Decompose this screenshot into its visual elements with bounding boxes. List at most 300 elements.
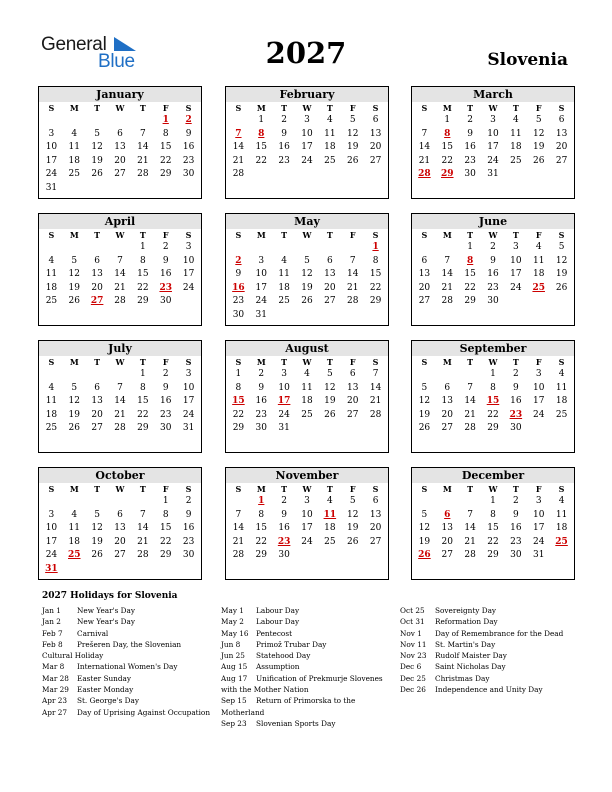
day-cell: 18 bbox=[68, 155, 80, 166]
day-cell: 30 bbox=[510, 550, 522, 561]
day-cell: 10 bbox=[532, 509, 545, 520]
weekday-label: T bbox=[512, 103, 519, 113]
day-cell: 14 bbox=[114, 396, 126, 407]
day-cell: 5 bbox=[94, 128, 100, 139]
month-june bbox=[411, 213, 575, 326]
empty-cell bbox=[413, 241, 436, 255]
month-name: April bbox=[39, 214, 201, 229]
empty-cell bbox=[227, 114, 250, 128]
weekday-label: F bbox=[162, 230, 169, 240]
day-cell: 16 bbox=[159, 269, 172, 280]
weekday-label: S bbox=[558, 484, 565, 494]
empty-cell bbox=[63, 241, 86, 255]
day-cell: 21 bbox=[464, 409, 476, 420]
weekday-label: F bbox=[349, 484, 356, 494]
day-grid bbox=[39, 368, 201, 436]
day-cell: 31 bbox=[278, 423, 290, 434]
day-grid bbox=[39, 495, 201, 577]
holiday-date: May 1 bbox=[221, 606, 244, 615]
day-cell: 19 bbox=[68, 282, 80, 293]
holiday-date: Apr 27 bbox=[42, 707, 68, 717]
holiday-day-cell: 16 bbox=[232, 282, 245, 293]
weekday-header bbox=[226, 356, 388, 368]
day-cell: 16 bbox=[487, 269, 499, 280]
day-cell: 22 bbox=[255, 536, 267, 547]
day-cell: 27 bbox=[346, 409, 359, 420]
day-cell: 2 bbox=[281, 496, 287, 506]
holiday-entry bbox=[221, 718, 397, 729]
day-cell: 29 bbox=[159, 550, 172, 561]
day-cell: 22 bbox=[137, 409, 149, 420]
month-march bbox=[411, 86, 575, 199]
weekday-label: F bbox=[349, 357, 356, 367]
day-cell: 22 bbox=[232, 409, 245, 420]
holiday-date: Aug 17 bbox=[221, 673, 248, 683]
weekday-label: F bbox=[162, 103, 169, 113]
weekday-label: F bbox=[162, 484, 169, 494]
day-cell: 31 bbox=[532, 550, 545, 561]
day-cell: 11 bbox=[324, 128, 336, 139]
weekday-label: M bbox=[256, 357, 266, 367]
holiday-date: May 2 bbox=[221, 617, 244, 627]
month-february bbox=[225, 86, 389, 199]
day-cell: 20 bbox=[369, 523, 382, 534]
day-cell: 11 bbox=[555, 509, 568, 520]
weekday-label: T bbox=[326, 484, 333, 494]
day-cell: 1 bbox=[444, 115, 451, 125]
weekday-label: S bbox=[421, 357, 428, 367]
holiday-name: Christmas Day bbox=[435, 673, 490, 683]
holiday-list-title: 2027 Holidays for Slovenia bbox=[42, 591, 178, 601]
day-cell: 15 bbox=[464, 269, 476, 280]
day-cell: 29 bbox=[464, 296, 476, 307]
day-cell: 2 bbox=[185, 496, 192, 506]
day-cell: 28 bbox=[464, 550, 476, 561]
day-cell: 15 bbox=[441, 142, 453, 153]
months-grid bbox=[38, 86, 575, 582]
empty-cell bbox=[413, 114, 436, 128]
holiday-day-cell: 23 bbox=[277, 536, 291, 547]
day-grid bbox=[412, 495, 574, 563]
day-cell: 23 bbox=[159, 409, 172, 420]
day-cell: 25 bbox=[510, 155, 522, 166]
day-cell: 7 bbox=[467, 509, 473, 520]
holiday-day-cell: 6 bbox=[444, 509, 451, 520]
day-cell: 3 bbox=[490, 115, 496, 125]
day-cell: 18 bbox=[555, 396, 568, 407]
day-cell: 6 bbox=[421, 255, 428, 266]
empty-cell bbox=[131, 495, 154, 509]
day-cell: 19 bbox=[91, 536, 103, 547]
empty-cell bbox=[273, 241, 296, 255]
holiday-day-cell: 8 bbox=[258, 128, 265, 139]
weekday-label: S bbox=[558, 357, 565, 367]
holiday-entry bbox=[42, 628, 218, 639]
day-cell: 21 bbox=[418, 155, 431, 166]
day-cell: 19 bbox=[418, 409, 431, 420]
day-cell: 28 bbox=[369, 409, 382, 420]
day-cell: 12 bbox=[346, 128, 359, 139]
weekday-header bbox=[39, 229, 201, 241]
holiday-date: Jan 1 bbox=[42, 606, 61, 615]
day-cell: 6 bbox=[117, 509, 123, 520]
weekday-label: T bbox=[139, 484, 146, 494]
day-cell: 15 bbox=[255, 523, 267, 534]
day-cell: 29 bbox=[159, 169, 172, 180]
weekday-label: T bbox=[512, 357, 519, 367]
day-cell: 11 bbox=[555, 382, 568, 393]
day-cell: 29 bbox=[137, 423, 149, 434]
weekday-label: S bbox=[185, 484, 192, 494]
day-cell: 16 bbox=[278, 523, 290, 534]
day-cell: 29 bbox=[487, 423, 499, 434]
day-cell: 2 bbox=[162, 242, 169, 252]
month-november bbox=[225, 467, 389, 580]
empty-cell bbox=[436, 241, 459, 255]
month-december bbox=[411, 467, 575, 580]
day-cell: 5 bbox=[304, 255, 310, 266]
empty-cell bbox=[40, 114, 63, 128]
holiday-day-cell: 15 bbox=[232, 396, 245, 407]
day-cell: 18 bbox=[324, 142, 336, 153]
weekday-label: F bbox=[349, 230, 356, 240]
weekday-label: M bbox=[256, 103, 266, 113]
day-cell: 9 bbox=[162, 255, 169, 266]
weekday-label: S bbox=[235, 103, 242, 113]
month-name: December bbox=[412, 468, 574, 483]
day-cell: 28 bbox=[441, 296, 453, 307]
day-cell: 24 bbox=[45, 550, 58, 561]
day-cell: 17 bbox=[532, 396, 545, 407]
holiday-entry bbox=[400, 684, 576, 695]
day-cell: 19 bbox=[346, 523, 359, 534]
weekday-label: S bbox=[235, 230, 242, 240]
holiday-entry bbox=[400, 639, 576, 650]
weekday-label: S bbox=[48, 103, 55, 113]
day-cell: 30 bbox=[182, 169, 195, 180]
empty-cell bbox=[63, 368, 86, 382]
holiday-name: Independence and Unity Day bbox=[435, 685, 543, 695]
day-cell: 25 bbox=[68, 169, 80, 180]
weekday-label: T bbox=[281, 230, 288, 240]
weekday-label: T bbox=[326, 103, 333, 113]
day-cell: 20 bbox=[441, 536, 453, 547]
day-cell: 19 bbox=[418, 536, 431, 547]
day-cell: 29 bbox=[487, 550, 499, 561]
day-cell: 19 bbox=[91, 155, 103, 166]
day-cell: 22 bbox=[159, 155, 172, 166]
day-cell: 11 bbox=[45, 269, 58, 280]
day-cell: 20 bbox=[114, 536, 126, 547]
empty-cell bbox=[436, 495, 459, 509]
empty-cell bbox=[109, 495, 132, 509]
logo-text-blue: Blue bbox=[98, 51, 135, 72]
day-cell: 12 bbox=[532, 128, 545, 139]
day-cell: 18 bbox=[68, 536, 80, 547]
weekday-label: W bbox=[115, 357, 125, 367]
month-april bbox=[38, 213, 202, 326]
holiday-entry bbox=[221, 673, 397, 684]
day-cell: 16 bbox=[510, 523, 522, 534]
day-cell: 20 bbox=[91, 409, 103, 420]
weekday-label: W bbox=[115, 230, 125, 240]
weekday-label: M bbox=[442, 103, 452, 113]
empty-cell bbox=[109, 114, 132, 128]
holiday-entry bbox=[42, 707, 218, 718]
holiday-entry bbox=[400, 661, 576, 672]
day-cell: 19 bbox=[346, 142, 359, 153]
day-cell: 10 bbox=[510, 255, 522, 266]
holiday-name: International Women's Day bbox=[77, 662, 178, 672]
weekday-header bbox=[39, 483, 201, 495]
holiday-name: Easter Monday bbox=[77, 685, 134, 695]
day-cell: 9 bbox=[512, 382, 519, 393]
day-cell: 1 bbox=[490, 369, 496, 379]
empty-cell bbox=[413, 368, 436, 382]
day-cell: 17 bbox=[182, 396, 195, 407]
holiday-day-cell: 26 bbox=[418, 550, 431, 561]
day-cell: 10 bbox=[255, 269, 267, 280]
day-cell: 4 bbox=[512, 115, 519, 125]
empty-cell bbox=[318, 241, 341, 255]
day-grid bbox=[226, 495, 388, 563]
empty-cell bbox=[63, 114, 86, 128]
day-cell: 1 bbox=[139, 369, 146, 379]
empty-cell bbox=[131, 114, 154, 128]
month-may bbox=[225, 213, 389, 326]
day-cell: 4 bbox=[281, 255, 287, 266]
empty-cell bbox=[86, 368, 109, 382]
day-cell: 4 bbox=[48, 382, 55, 393]
holiday-date: Nov 1 bbox=[400, 628, 422, 638]
day-cell: 1 bbox=[467, 242, 473, 252]
day-cell: 3 bbox=[304, 496, 310, 506]
day-cell: 18 bbox=[45, 409, 58, 420]
weekday-label: S bbox=[372, 103, 379, 113]
day-cell: 28 bbox=[114, 296, 126, 307]
holiday-entry bbox=[221, 605, 397, 616]
day-cell: 24 bbox=[182, 409, 195, 420]
day-cell: 17 bbox=[255, 282, 267, 293]
holiday-day-cell: 23 bbox=[509, 409, 523, 420]
day-cell: 7 bbox=[467, 382, 473, 393]
day-cell: 12 bbox=[91, 142, 103, 153]
weekday-label: T bbox=[94, 357, 101, 367]
day-cell: 7 bbox=[139, 509, 146, 520]
day-cell: 29 bbox=[232, 423, 245, 434]
holiday-day-cell: 17 bbox=[277, 396, 291, 407]
holiday-day-cell: 11 bbox=[323, 509, 337, 520]
day-cell: 11 bbox=[68, 142, 80, 153]
holiday-day-cell: 7 bbox=[235, 128, 242, 139]
day-cell: 7 bbox=[444, 255, 451, 266]
day-cell: 14 bbox=[464, 523, 476, 534]
holiday-name: Prešeren Day, the Slovenian bbox=[77, 639, 182, 649]
day-cell: 10 bbox=[182, 255, 195, 266]
day-cell: 25 bbox=[278, 296, 290, 307]
day-cell: 23 bbox=[182, 536, 195, 547]
holiday-entry bbox=[42, 605, 218, 616]
weekday-label: S bbox=[421, 230, 428, 240]
month-name: June bbox=[412, 214, 574, 229]
empty-cell bbox=[227, 241, 250, 255]
day-cell: 26 bbox=[346, 155, 359, 166]
holiday-day-cell: 8 bbox=[444, 128, 451, 139]
day-cell: 6 bbox=[372, 496, 379, 506]
month-name: January bbox=[39, 87, 201, 102]
day-cell: 3 bbox=[281, 369, 287, 379]
day-cell: 27 bbox=[91, 423, 103, 434]
day-cell: 1 bbox=[490, 496, 496, 506]
month-name: May bbox=[226, 214, 388, 229]
weekday-label: S bbox=[235, 357, 242, 367]
day-cell: 26 bbox=[418, 423, 431, 434]
holiday-day-cell: 1 bbox=[162, 115, 169, 125]
day-cell: 10 bbox=[45, 142, 58, 153]
day-cell: 9 bbox=[162, 382, 169, 393]
weekday-label: S bbox=[235, 484, 242, 494]
day-cell: 1 bbox=[235, 369, 242, 379]
holiday-name: St. George's Day bbox=[77, 696, 139, 706]
day-cell: 9 bbox=[185, 128, 192, 139]
day-cell: 13 bbox=[369, 128, 382, 139]
weekday-header bbox=[39, 356, 201, 368]
month-august bbox=[225, 340, 389, 453]
holiday-day-cell: 1 bbox=[372, 242, 379, 252]
day-cell: 17 bbox=[301, 523, 313, 534]
holiday-day-cell: 25 bbox=[555, 536, 568, 547]
weekday-label: S bbox=[185, 230, 192, 240]
day-cell: 18 bbox=[301, 396, 313, 407]
day-cell: 14 bbox=[369, 382, 382, 393]
holiday-date: Aug 15 bbox=[221, 662, 248, 672]
day-cell: 20 bbox=[418, 282, 431, 293]
day-cell: 21 bbox=[464, 536, 476, 547]
day-cell: 4 bbox=[558, 369, 565, 379]
day-cell: 6 bbox=[326, 255, 333, 266]
day-cell: 20 bbox=[369, 142, 382, 153]
day-cell: 8 bbox=[490, 382, 496, 393]
holiday-date: Dec 26 bbox=[400, 685, 426, 695]
holiday-day-cell: 29 bbox=[441, 169, 454, 180]
day-cell: 6 bbox=[349, 369, 356, 379]
day-cell: 9 bbox=[235, 269, 242, 280]
holiday-entry bbox=[400, 673, 576, 684]
holiday-day-cell: 31 bbox=[45, 563, 58, 574]
weekday-label: T bbox=[281, 103, 288, 113]
holiday-name: Primož Trubar Day bbox=[256, 639, 327, 649]
day-cell: 1 bbox=[139, 242, 146, 252]
day-cell: 6 bbox=[117, 128, 123, 139]
holiday-date: Sep 23 bbox=[221, 718, 247, 728]
day-cell: 7 bbox=[117, 255, 123, 266]
country-name: Slovenia bbox=[487, 50, 568, 70]
day-cell: 14 bbox=[346, 269, 359, 280]
day-cell: 2 bbox=[490, 242, 496, 252]
day-cell: 18 bbox=[278, 282, 290, 293]
day-cell: 10 bbox=[278, 382, 290, 393]
holiday-entry bbox=[42, 673, 218, 684]
day-cell: 30 bbox=[255, 423, 267, 434]
empty-cell bbox=[341, 241, 364, 255]
day-cell: 11 bbox=[45, 396, 58, 407]
day-cell: 3 bbox=[48, 509, 55, 520]
weekday-header bbox=[226, 102, 388, 114]
holiday-date: Mar 29 bbox=[42, 685, 69, 695]
month-name: July bbox=[39, 341, 201, 356]
day-cell: 13 bbox=[91, 269, 103, 280]
day-cell: 12 bbox=[91, 523, 103, 534]
day-grid bbox=[412, 368, 574, 436]
holiday-entry bbox=[42, 695, 218, 706]
day-cell: 31 bbox=[255, 309, 267, 320]
day-cell: 23 bbox=[487, 282, 499, 293]
day-cell: 13 bbox=[441, 523, 453, 534]
empty-cell bbox=[227, 495, 250, 509]
month-name: October bbox=[39, 468, 201, 483]
holiday-day-cell: 25 bbox=[532, 282, 545, 293]
day-cell: 25 bbox=[324, 155, 336, 166]
day-cell: 5 bbox=[421, 382, 428, 393]
day-cell: 12 bbox=[346, 509, 359, 520]
day-cell: 8 bbox=[162, 128, 169, 139]
day-cell: 28 bbox=[464, 423, 476, 434]
day-cell: 20 bbox=[555, 142, 568, 153]
day-cell: 5 bbox=[535, 115, 542, 125]
holiday-day-cell: 1 bbox=[258, 496, 265, 506]
holiday-date: Jun 8 bbox=[221, 639, 241, 649]
day-cell: 24 bbox=[301, 155, 313, 166]
day-cell: 19 bbox=[68, 409, 80, 420]
day-cell: 22 bbox=[255, 155, 267, 166]
holiday-entry bbox=[221, 639, 397, 650]
day-cell: 3 bbox=[185, 242, 192, 252]
day-cell: 14 bbox=[418, 142, 431, 153]
day-cell: 4 bbox=[71, 509, 78, 520]
day-cell: 27 bbox=[418, 296, 431, 307]
day-cell: 17 bbox=[45, 536, 58, 547]
empty-cell bbox=[40, 368, 63, 382]
day-cell: 7 bbox=[372, 369, 379, 379]
weekday-label: T bbox=[467, 103, 474, 113]
holiday-date: Dec 6 bbox=[400, 662, 422, 672]
weekday-label: T bbox=[467, 230, 474, 240]
holiday-day-cell: 15 bbox=[486, 396, 500, 407]
day-cell: 18 bbox=[510, 142, 522, 153]
day-cell: 16 bbox=[159, 396, 172, 407]
calendar-year-title: 2027 bbox=[265, 36, 347, 70]
day-cell: 23 bbox=[255, 409, 267, 420]
month-october bbox=[38, 467, 202, 580]
weekday-label: S bbox=[421, 103, 428, 113]
day-cell: 25 bbox=[45, 296, 58, 307]
day-cell: 13 bbox=[369, 509, 382, 520]
holiday-name: Sovereignty Day bbox=[435, 606, 497, 615]
weekday-label: M bbox=[442, 357, 452, 367]
holiday-day-cell: 25 bbox=[68, 550, 81, 561]
day-cell: 9 bbox=[467, 128, 473, 139]
weekday-label: W bbox=[115, 484, 125, 494]
day-cell: 12 bbox=[418, 396, 431, 407]
empty-cell bbox=[413, 495, 436, 509]
day-cell: 16 bbox=[278, 142, 290, 153]
holiday-entry bbox=[42, 684, 218, 695]
holiday-name: Easter Sunday bbox=[77, 673, 132, 683]
day-cell: 15 bbox=[137, 396, 149, 407]
day-cell: 27 bbox=[114, 550, 126, 561]
day-cell: 15 bbox=[487, 523, 499, 534]
day-cell: 7 bbox=[139, 128, 146, 139]
